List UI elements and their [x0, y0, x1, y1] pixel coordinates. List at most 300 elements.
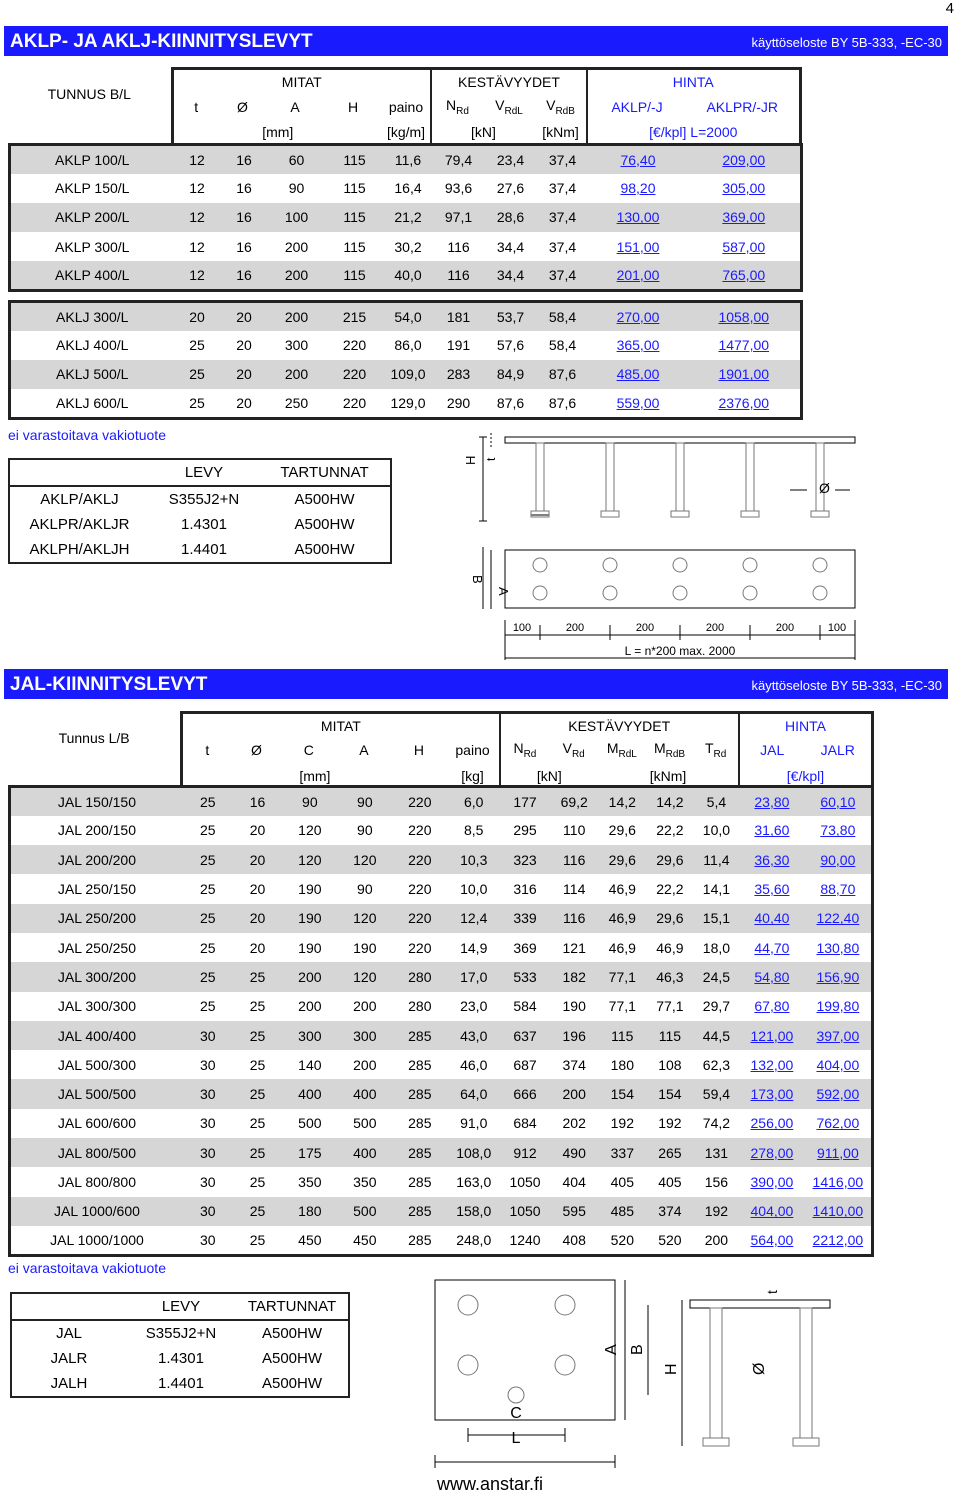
price-cell[interactable]: 390,00: [739, 1167, 805, 1196]
value-cell: 115: [646, 1021, 694, 1050]
anchor: [601, 443, 619, 517]
price-cell[interactable]: 256,00: [739, 1109, 805, 1138]
table-row: [10, 1021, 873, 1050]
value-cell: 154: [646, 1079, 694, 1108]
value-cell: 248,0: [447, 1226, 500, 1255]
value-cell: 190: [282, 874, 337, 903]
price-cell[interactable]: 156,90: [805, 962, 873, 991]
value-cell: 192: [599, 1109, 647, 1138]
value-cell: 285: [392, 1109, 447, 1138]
price-cell[interactable]: 1901,00: [688, 360, 802, 389]
aklp-drawing: [455, 425, 865, 665]
value-cell: 58,4: [537, 302, 589, 331]
value-cell: 53,7: [485, 302, 537, 331]
price-cell[interactable]: 40,40: [739, 904, 805, 933]
header2-trd: $T_{Rd}$: [704, 740, 727, 760]
section1-header-table: [8, 67, 802, 147]
price-cell[interactable]: 23,80: [739, 787, 805, 816]
value-cell: 339: [500, 904, 550, 933]
price-cell[interactable]: 2212,00: [805, 1226, 873, 1255]
price-cell[interactable]: 76,40: [589, 145, 688, 174]
value-cell: 285: [392, 1050, 447, 1079]
value-cell: 34,4: [485, 232, 537, 261]
row-label: JAL 800/800: [10, 1167, 183, 1196]
price-cell[interactable]: 67,80: [739, 992, 805, 1021]
row-label: JAL 600/600: [10, 1109, 183, 1138]
value-cell: 12: [174, 261, 221, 290]
value-cell: 25: [174, 389, 221, 418]
price-cell[interactable]: 209,00: [688, 145, 802, 174]
value-cell: 25: [233, 1226, 283, 1255]
value-cell: 29,6: [646, 845, 694, 874]
value-cell: 180: [599, 1050, 647, 1079]
header2-jalr: JALR: [805, 738, 873, 763]
section2-title: JAL-KIINNITYSLEVYT: [10, 674, 208, 695]
dim-chain-label: 100: [827, 622, 847, 634]
value-cell: 57,6: [485, 331, 537, 360]
value-cell: 283: [433, 360, 485, 389]
value-cell: 25: [183, 933, 233, 962]
value-cell: 30: [183, 1167, 233, 1196]
header-h: H: [347, 98, 359, 115]
value-cell: 200: [268, 232, 326, 261]
value-cell: 15,1: [694, 904, 739, 933]
value-cell: 97,1: [433, 203, 485, 232]
value-cell: 200: [282, 992, 337, 1021]
value-cell: 11,4: [694, 845, 739, 874]
unit2-kn: [kN]: [500, 763, 599, 789]
section1-approval: käyttöseloste BY 5B-333, -EC-30: [751, 35, 942, 50]
price-cell[interactable]: 559,00: [589, 389, 688, 418]
jal-drawing: [420, 1270, 840, 1470]
dim2-a-label: A: [603, 1344, 620, 1355]
value-cell: 912: [500, 1138, 550, 1167]
value-cell: 450: [282, 1226, 337, 1255]
value-cell: 163,0: [447, 1167, 500, 1196]
value-cell: 58,4: [537, 331, 589, 360]
row-label: AKLJ 300/L: [10, 302, 174, 331]
price-cell[interactable]: 592,00: [805, 1079, 873, 1108]
value-cell: 404: [550, 1167, 599, 1196]
section2-approval: käyttöseloste BY 5B-333, -EC-30: [751, 678, 942, 693]
value-cell: 25: [183, 874, 233, 903]
value-cell: 46,3: [646, 962, 694, 991]
table-row: [10, 816, 873, 845]
value-cell: 115: [326, 174, 384, 203]
unit-kn: [kN]: [431, 120, 535, 146]
value-cell: 25: [183, 787, 233, 816]
price-cell[interactable]: 60,10: [805, 787, 873, 816]
value-cell: 25: [233, 1109, 283, 1138]
anchor: [531, 443, 549, 517]
value-cell: 12,4: [447, 904, 500, 933]
value-cell: 405: [646, 1167, 694, 1196]
value-cell: 300: [282, 1021, 337, 1050]
value-cell: 369: [500, 933, 550, 962]
row-label: AKLJ 600/L: [10, 389, 174, 418]
value-cell: 285: [392, 1021, 447, 1050]
value-cell: 25: [233, 992, 283, 1021]
value-cell: 18,0: [694, 933, 739, 962]
value-cell: 200: [337, 1050, 392, 1079]
value-cell: 64,0: [447, 1079, 500, 1108]
header-aklpr: AKLPR/-JR: [686, 94, 800, 120]
price-cell[interactable]: 278,00: [739, 1138, 805, 1167]
value-cell: 300: [268, 331, 326, 360]
row-label: JAL 200/150: [10, 816, 183, 845]
value-cell: 1050: [500, 1167, 550, 1196]
value-cell: 20: [174, 302, 221, 331]
value-cell: 285: [392, 1167, 447, 1196]
value-cell: 30: [183, 1079, 233, 1108]
value-cell: 46,9: [599, 874, 647, 903]
value-cell: 337: [599, 1138, 647, 1167]
value-cell: 25: [183, 992, 233, 1021]
table-row: [10, 302, 802, 331]
value-cell: 5,4: [694, 787, 739, 816]
section1-materials-table: [8, 458, 392, 564]
value-cell: 46,9: [599, 904, 647, 933]
value-cell: 200: [268, 261, 326, 290]
value-cell: 120: [282, 845, 337, 874]
table-row: [10, 904, 873, 933]
price-cell[interactable]: 132,00: [739, 1050, 805, 1079]
value-cell: 22,2: [646, 874, 694, 903]
value-cell: 110: [550, 816, 599, 845]
row-label: JAL 500/300: [10, 1050, 183, 1079]
aklj-table: [8, 300, 803, 420]
table-row: [10, 874, 873, 903]
value-cell: 180: [282, 1197, 337, 1226]
price-cell[interactable]: 365,00: [589, 331, 688, 360]
value-cell: 46,9: [599, 933, 647, 962]
header-mitat: MITAT: [172, 69, 431, 94]
section1-title: AKLP- JA AKLJ-KIINNITYSLEVYT: [10, 31, 313, 52]
value-cell: 202: [550, 1109, 599, 1138]
value-cell: 54,0: [384, 302, 433, 331]
value-cell: 220: [326, 331, 384, 360]
value-cell: 29,6: [599, 816, 647, 845]
section1-title-bar: [4, 26, 948, 56]
table-row: [10, 203, 802, 232]
value-cell: 16: [221, 203, 268, 232]
value-cell: 25: [183, 904, 233, 933]
price-cell[interactable]: 1477,00: [688, 331, 802, 360]
value-cell: 182: [550, 962, 599, 991]
dim-b-label: B: [470, 575, 485, 584]
value-cell: 220: [392, 904, 447, 933]
value-cell: 192: [694, 1197, 739, 1226]
value-cell: 220: [326, 360, 384, 389]
value-cell: 20: [221, 389, 268, 418]
value-cell: 200: [694, 1226, 739, 1255]
price-cell[interactable]: 1410,00: [805, 1197, 873, 1226]
header-hinta: HINTA: [587, 69, 800, 94]
value-cell: 1240: [500, 1226, 550, 1255]
value-cell: 23,4: [485, 145, 537, 174]
row-label: JAL 300/200: [10, 962, 183, 991]
value-cell: 131: [694, 1138, 739, 1167]
value-cell: 191: [433, 331, 485, 360]
value-cell: 295: [500, 816, 550, 845]
table-row: [10, 1226, 873, 1255]
header-nrd: $N_{Rd}$: [431, 94, 483, 120]
value-cell: 30: [183, 1021, 233, 1050]
price-cell[interactable]: 762,00: [805, 1109, 873, 1138]
value-cell: 20: [221, 331, 268, 360]
value-cell: 8,5: [447, 816, 500, 845]
value-cell: 40,0: [384, 261, 433, 290]
header-tunnus: TUNNUS B/L: [8, 69, 172, 120]
value-cell: 285: [392, 1197, 447, 1226]
value-cell: 129,0: [384, 389, 433, 418]
row-label: JAL 200/200: [10, 845, 183, 874]
row-label: AKLP 150/L: [10, 174, 174, 203]
price-cell[interactable]: 397,00: [805, 1021, 873, 1050]
price-cell[interactable]: 404,00: [805, 1050, 873, 1079]
table-row: [10, 232, 802, 261]
value-cell: 62,3: [694, 1050, 739, 1079]
price-cell[interactable]: 122,40: [805, 904, 873, 933]
header-a: A: [290, 98, 300, 115]
dim-chain-label: 100: [512, 622, 532, 634]
value-cell: 485: [599, 1197, 647, 1226]
table-row: [10, 787, 873, 816]
value-cell: 12: [174, 174, 221, 203]
value-cell: 34,4: [485, 261, 537, 290]
value-cell: 6,0: [447, 787, 500, 816]
table-row: [10, 360, 802, 389]
price-cell[interactable]: 2376,00: [688, 389, 802, 418]
value-cell: 200: [268, 360, 326, 389]
value-cell: 87,6: [537, 389, 589, 418]
value-cell: 37,4: [537, 203, 589, 232]
row-label: JAL 1000/1000: [10, 1226, 183, 1255]
section2-materials-table: [10, 1292, 350, 1398]
value-cell: 74,2: [694, 1109, 739, 1138]
row-label: AKLP 100/L: [10, 145, 174, 174]
value-cell: 25: [233, 1050, 283, 1079]
dim-diameter-label: Ø: [819, 480, 830, 496]
value-cell: 290: [433, 389, 485, 418]
value-cell: 30: [183, 1226, 233, 1255]
value-cell: 140: [282, 1050, 337, 1079]
value-cell: 14,2: [599, 787, 647, 816]
value-cell: 17,0: [447, 962, 500, 991]
value-cell: 25: [233, 962, 283, 991]
value-cell: 400: [282, 1079, 337, 1108]
header2-tunnus: Tunnus L/B: [58, 729, 130, 746]
value-cell: 46,0: [447, 1050, 500, 1079]
header2-paino: paino: [455, 742, 490, 758]
value-cell: 108,0: [447, 1138, 500, 1167]
value-cell: 91,0: [447, 1109, 500, 1138]
value-cell: 90: [337, 874, 392, 903]
value-cell: 280: [392, 992, 447, 1021]
price-cell[interactable]: 54,80: [739, 962, 805, 991]
value-cell: 90: [282, 787, 337, 816]
value-cell: 108: [646, 1050, 694, 1079]
value-cell: 285: [392, 1226, 447, 1255]
value-cell: 16: [221, 232, 268, 261]
mat1-row: AKLPH/AKLJH 1.4401 A500HW: [29, 541, 355, 558]
value-cell: 285: [392, 1138, 447, 1167]
mat2-row: JAL S355J2+N A500HW: [56, 1325, 323, 1342]
value-cell: 374: [550, 1050, 599, 1079]
value-cell: 10,0: [694, 816, 739, 845]
value-cell: 400: [337, 1079, 392, 1108]
value-cell: 93,6: [433, 174, 485, 203]
header2-mitat: MITAT: [182, 713, 500, 738]
value-cell: 190: [282, 933, 337, 962]
value-cell: 114: [550, 874, 599, 903]
value-cell: 29,7: [694, 992, 739, 1021]
value-cell: 30: [183, 1109, 233, 1138]
header2-c: C: [303, 742, 314, 758]
value-cell: 687: [500, 1050, 550, 1079]
price-cell[interactable]: 31,60: [739, 816, 805, 845]
mat1-row: AKLPR/AKLJR 1.4301 A500HW: [29, 516, 355, 533]
table-row: [10, 1197, 873, 1226]
header2-jal: JAL: [739, 738, 805, 763]
price-cell[interactable]: 44,70: [739, 933, 805, 962]
header2-hinta: HINTA: [739, 713, 873, 738]
price-cell[interactable]: 130,00: [589, 203, 688, 232]
table-row: [10, 845, 873, 874]
value-cell: 520: [646, 1226, 694, 1255]
value-cell: 29,6: [599, 845, 647, 874]
value-cell: 25: [233, 1197, 283, 1226]
value-cell: 16: [221, 174, 268, 203]
header2-h: H: [413, 742, 425, 758]
price-cell[interactable]: 90,00: [805, 845, 873, 874]
price-cell[interactable]: 121,00: [739, 1021, 805, 1050]
dim-chain-label: 200: [565, 622, 585, 634]
value-cell: 27,6: [485, 174, 537, 203]
value-cell: 120: [337, 904, 392, 933]
table-row: [10, 1079, 873, 1108]
value-cell: 23,0: [447, 992, 500, 1021]
value-cell: 30: [183, 1050, 233, 1079]
value-cell: 350: [282, 1167, 337, 1196]
value-cell: 490: [550, 1138, 599, 1167]
price-cell[interactable]: 151,00: [589, 232, 688, 261]
value-cell: 25: [233, 1167, 283, 1196]
unit-knm: [kNm]: [535, 120, 587, 146]
value-cell: 115: [326, 203, 384, 232]
table-row: [10, 145, 802, 174]
unit-mm: [mm]: [172, 120, 382, 146]
table-row: [10, 933, 873, 962]
footer-url: www.anstar.fi: [436, 1474, 544, 1494]
price-cell[interactable]: 404,00: [739, 1197, 805, 1226]
value-cell: 192: [646, 1109, 694, 1138]
value-cell: 25: [174, 360, 221, 389]
value-cell: 120: [337, 962, 392, 991]
header2-diameter: Ø: [250, 742, 262, 758]
value-cell: 584: [500, 992, 550, 1021]
price-cell[interactable]: 305,00: [688, 174, 802, 203]
header2-t: t: [182, 738, 232, 763]
row-label: AKLJ 400/L: [10, 331, 174, 360]
price-cell[interactable]: 73,80: [805, 816, 873, 845]
price-cell[interactable]: 36,30: [739, 845, 805, 874]
value-cell: 220: [392, 816, 447, 845]
section2-header-table: [8, 711, 874, 789]
header-vrdb: $V_{RdB}$: [546, 96, 575, 117]
value-cell: 220: [326, 389, 384, 418]
value-cell: 196: [550, 1021, 599, 1050]
price-cell[interactable]: 130,80: [805, 933, 873, 962]
price-cell[interactable]: 88,70: [805, 874, 873, 903]
dim-h-label: H: [463, 455, 478, 465]
value-cell: 20: [221, 360, 268, 389]
price-cell[interactable]: 587,00: [688, 232, 802, 261]
header-t: t: [172, 94, 219, 120]
price-cell[interactable]: 765,00: [688, 261, 802, 290]
header2-mrdb: $M_{RdB}$: [653, 740, 686, 760]
price-cell[interactable]: 35,60: [739, 874, 805, 903]
value-cell: 408: [550, 1226, 599, 1255]
value-cell: 350: [337, 1167, 392, 1196]
value-cell: 20: [233, 845, 283, 874]
dim2-b-label: B: [629, 1344, 646, 1355]
row-label: JAL 150/150: [10, 787, 183, 816]
price-cell[interactable]: 199,80: [805, 992, 873, 1021]
value-cell: 25: [233, 1138, 283, 1167]
value-cell: 177: [500, 787, 550, 816]
value-cell: 25: [233, 1021, 283, 1050]
value-cell: 200: [550, 1079, 599, 1108]
value-cell: 116: [433, 232, 485, 261]
price-cell[interactable]: 1416,00: [805, 1167, 873, 1196]
value-cell: 25: [174, 331, 221, 360]
dim2-diameter-label: Ø: [751, 1362, 768, 1375]
price-cell[interactable]: 911,00: [805, 1138, 873, 1167]
row-label: JAL 800/500: [10, 1138, 183, 1167]
value-cell: 77,1: [599, 992, 647, 1021]
section1-note: ei varastoitava vakiotuote: [8, 427, 166, 443]
value-cell: 37,4: [537, 174, 589, 203]
table-row: [10, 331, 802, 360]
table-row: [10, 174, 802, 203]
header2-mrdl: $M_{RdL}$: [606, 740, 637, 760]
mat2-row: JALR 1.4301 A500HW: [50, 1350, 323, 1367]
price-cell[interactable]: 369,00: [688, 203, 802, 232]
value-cell: 84,9: [485, 360, 537, 389]
price-cell[interactable]: 98,20: [589, 174, 688, 203]
value-cell: 90: [337, 816, 392, 845]
price-cell[interactable]: 1058,00: [688, 302, 802, 331]
price-cell[interactable]: 173,00: [739, 1079, 805, 1108]
section2-title-bar: [4, 669, 948, 699]
value-cell: 285: [392, 1079, 447, 1108]
value-cell: 595: [550, 1197, 599, 1226]
price-cell[interactable]: 270,00: [589, 302, 688, 331]
dim-chain-label: 200: [635, 622, 655, 634]
table-row: [10, 1109, 873, 1138]
value-cell: 175: [282, 1138, 337, 1167]
unit2-mm: [mm]: [182, 763, 447, 789]
price-cell[interactable]: 485,00: [589, 360, 688, 389]
value-cell: 190: [337, 933, 392, 962]
price-cell[interactable]: 201,00: [589, 261, 688, 290]
row-label: JAL 500/500: [10, 1079, 183, 1108]
value-cell: 200: [337, 992, 392, 1021]
value-cell: 1050: [500, 1197, 550, 1226]
mat2-row: JALH 1.4401 A500HW: [50, 1375, 323, 1392]
price-cell[interactable]: 564,00: [739, 1226, 805, 1255]
